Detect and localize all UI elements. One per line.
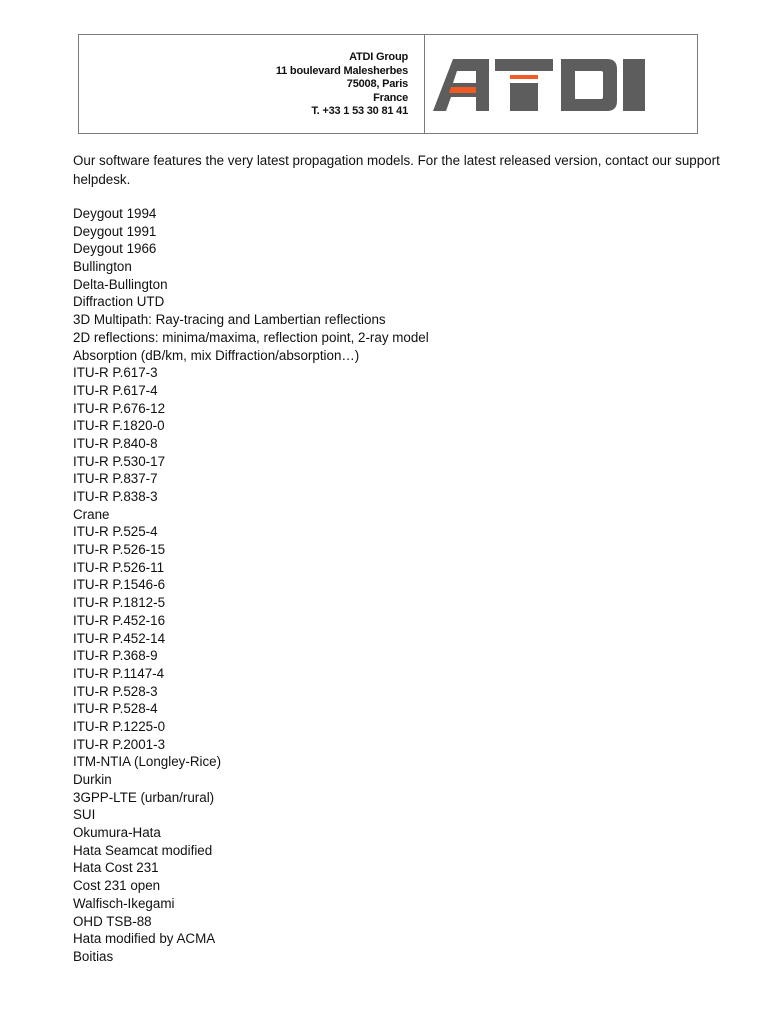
list-item: ITU-R P.676-12 [73,400,166,416]
list-item: ITU-R F.1820-0 [73,418,165,434]
list-item: Walfisch-Ikegami [73,895,175,911]
company-address [79,35,425,133]
list-item: Okumura-Hata [73,825,161,841]
list-item: ITU-R P.528-4 [73,701,158,717]
list-item: ITU-R P.525-4 [73,524,158,540]
list-item: ITU-R P.452-14 [73,630,166,646]
address-company-name: ATDI Group [349,51,408,63]
list-item: ITU-R P.528-3 [73,683,158,699]
list-item: ITM-NTIA (Longley-Rice) [73,754,222,770]
list-item: ITU-R P.617-3 [73,365,158,381]
list-item: ITU-R P.838-3 [73,489,158,504]
atdi-logo [425,35,697,133]
list-item: ITU-R P.452-16 [73,612,166,628]
propagation-models-list [73,205,733,966]
address-phone: T. +33 1 53 30 81 41 [311,105,408,118]
list-item: Deygout 1966 [73,241,157,257]
list-item: Crane [73,506,110,522]
atdi-logo-icon [433,57,695,113]
list-item: Hata Cost 231 [73,860,159,876]
list-item: Hata Seamcat modified [73,842,213,858]
list-item: Boitias [73,948,114,964]
list-item: ITU-R P.1225-0 [73,718,166,734]
list-item: ITU-R P.1147-4 [73,665,165,681]
list-item: ITU-R P.526-15 [73,542,166,558]
list-item: ITU-R P.368-9 [73,648,158,664]
list-item: Deygout 1994 [73,206,157,221]
list-item: ITU-R P.840-8 [73,435,158,451]
list-item: OHD TSB-88 [73,913,152,929]
list-item: ITU-R P.530-17 [73,453,166,469]
list-item: 3GPP-LTE (urban/rural) [73,789,215,805]
address-street: 11 boulevard Malesherbes [275,64,408,77]
list-item: Hata modified by ACMA [73,931,216,947]
list-item: ITU-R P.1812-5 [73,595,166,611]
list-item: ITU-R P.1546-6 [73,577,166,593]
list-item: ITU-R P.837-7 [73,471,158,487]
intro-paragraph: Our software features the very latest propagation models. For the latest released version, contact our support helpdesk. [73,153,720,187]
list-item: Diffraction UTD [73,294,165,310]
list-item: Absorption (dB/km, mix Diffraction/absorption…) [73,347,360,363]
document-body [73,151,733,966]
address-city: 75008, Paris [346,78,408,91]
list-item: SUI [73,807,96,823]
list-item: Delta-Bullington [73,276,168,292]
list-item: Deygout 1991 [73,223,157,239]
address-country: France [373,91,408,104]
list-item: ITU-R P.2001-3 [73,736,166,752]
list-item: Cost 231 open [73,878,161,894]
list-item: ITU-R P.526-11 [73,559,165,575]
letterhead [78,34,698,134]
list-item: 3D Multipath: Ray-tracing and Lambertian reflections [73,312,386,328]
list-item: Bullington [73,259,132,275]
list-item: ITU-R P.617-4 [73,382,158,398]
list-item: 2D reflections: minima/maxima, reflection point, 2-ray model [73,329,429,345]
list-item: Durkin [73,772,112,787]
